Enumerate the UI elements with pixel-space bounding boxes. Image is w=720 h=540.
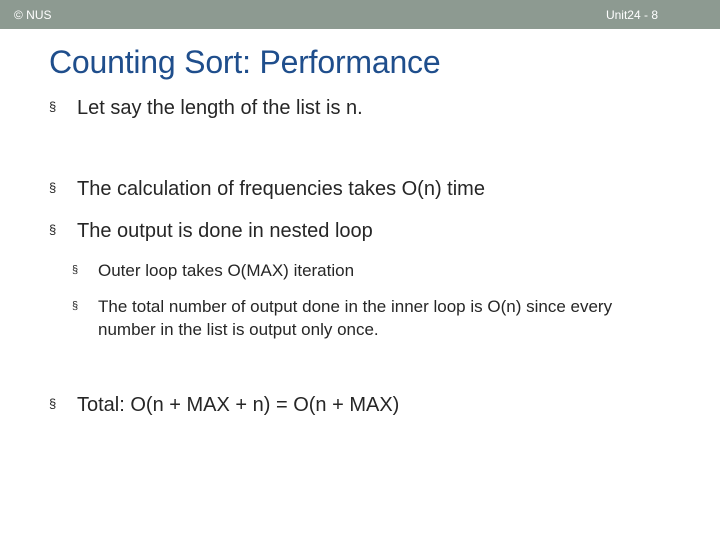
slide-title: Counting Sort: Performance xyxy=(49,44,441,80)
bullet-text: The calculation of frequencies takes O(n) time xyxy=(77,178,485,200)
copyright-label: © NUS xyxy=(14,8,52,22)
sub-bullet-marker: § xyxy=(72,264,79,276)
sub-bullet-text: Outer loop takes O(MAX) iteration xyxy=(98,261,355,280)
bullet-item xyxy=(49,178,485,201)
sub-bullet-item xyxy=(72,259,672,282)
bullet-marker: § xyxy=(49,222,57,237)
bullet-text: Let say the length of the list is n. xyxy=(77,97,363,119)
sub-bullet-text: The total number of output done in the inner loop is O(n) since every number in the list is output only once. xyxy=(98,297,613,339)
slide-number: Unit24 - 8 xyxy=(605,8,658,22)
bullet-item xyxy=(49,97,363,120)
bullet-marker: § xyxy=(49,99,57,114)
bullet-marker: § xyxy=(49,396,57,411)
header-bar xyxy=(0,0,720,29)
bullet-text: The output is done in nested loop xyxy=(77,220,373,242)
bullet-marker: § xyxy=(49,180,57,195)
sub-bullet-marker: § xyxy=(72,300,79,312)
bullet-item xyxy=(49,220,373,243)
bullet-item xyxy=(49,394,399,417)
sub-bullet-item xyxy=(72,295,664,341)
bullet-text: Total: O(n + MAX + n) = O(n + MAX) xyxy=(77,394,400,416)
